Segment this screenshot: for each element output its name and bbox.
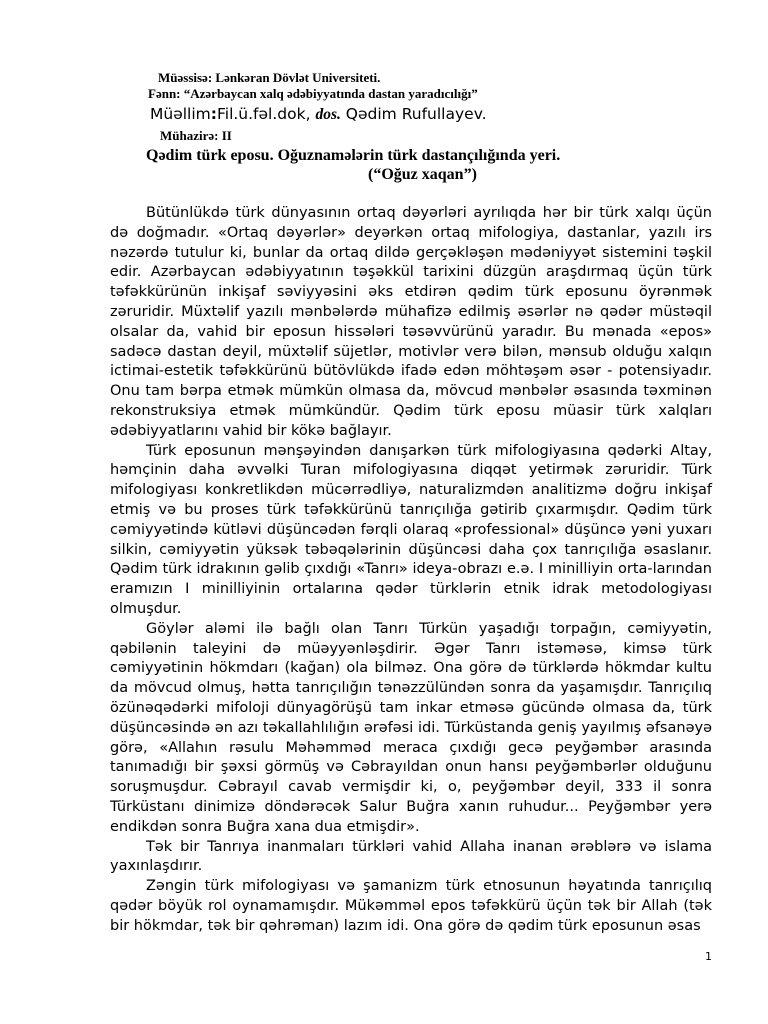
lecturer-title: dos.: [315, 106, 341, 123]
body-text: [110, 204, 712, 936]
institution-line: Müəssisə: Lənkəran Dövlət Universiteti.: [158, 70, 381, 85]
document-subtitle: (“Oğuz xaqan”): [368, 166, 477, 183]
paragraph-1: Bütünlükdə türk dünyasının ortaq dəyərləri ayrılıqda hər bir türk xalqı üçün də doğmadır. «Ortaq dəyərlər» deyərkən ortaq mifologiya, dastanlar, yazılı irs nəzərdə tutulur ki, bunlar da ortaq dildə gerçəkləşən mədəniyyət sistemini təşkil edir. Azərbaycan ədəbiyyatının təşəkkül tarixini düzgün araşdırmaq üçün türk təfəkkürünün inkişaf səviyyəsini əks etdirən qədim türk eposunu öyrənmək zəruridir. Müxtəlif yazılı mənbələrdə mühafizə edilmiş əsərlər nə qədər müstəqil olsalar da, vahid bir eposun hissələri təsəvvürünü yaradır. Bu mənada «epos» sadəcə dastan deyil, müxtəlif süjetlər, motivlər verə bilən, mənsub olduğu xalqın ictimai-estetik təfəkkürünü bütövlükdə ifadə edən möhtəşəm əsər - potensiyadır. Onu tam bərpa etmək mümkün olmasa da, mövcud mənbələr əsasında təxminən rekonstruksiya etmək mümkündür. Qədim türk eposu müasir türk xalqları ədəbiyyatlarını vahid bir kökə bağlayır.: [110, 205, 712, 439]
paragraph-5: Zəngin türk mifologiyası və şamanizm türk etnosunun həyatında tanrıçılıq qədər böyük rol oynamamışdır. Mükəmməl epos təfəkkürü üçün tək bir Allah (tək bir hökmdar, tək bir qəhrəman) lazım idi. Ona görə də qədim türk eposunun əsas: [110, 878, 712, 934]
paragraph-4: Tək bir Tanrıya inanmaları türkləri vahid Allaha inanan ərəblərə və islama yaxınlaşdırır.: [110, 838, 712, 875]
subject-line: Fənn: “Azərbaycan xalq ədəbiyyatında dastan yaradıcılığı”: [148, 86, 478, 101]
document-title: Qədim türk eposu. Oğuznamələrin türk dastançılığında yeri.: [146, 147, 561, 164]
paragraph-3: Göylər aləmi ilə bağlı olan Tanrı Türkün yaşadığı torpağın, cəmiyyətin, qəbilənin taleyini də müəyyənləşdirir. Əgər Tanrı istəməsə, kimsə türk cəmiyyətinin hökmdarı (kağan) ola bilməz. Ona görə də türklərdə hökmdar kultu da mövcud olmuş, hətta tanrıçılığın tənəzzülündən sonra da yaşamışdır. Tanrıçılıq özünəqədərki mifoloji dünyagörüşü tam inkar etməsə gücündə olmasa da, türk düşüncəsində ən azı təkallahlılığın ərəfəsi idi. Türküstanda geniş yayılmış əfsanəyə görə, «Allahın rəsulu Məhəmməd meraca çıxdığı gecə peyğəmbər arasında tanımadığı bir şəxsi görmüş və Cəbrayıldan onun hansı peyğəmbərlər olduğunu soruşmuşdur. Cəbrayıl cavab vermişdir ki, o, peyğəmbər deyil, 333 il sonra Türküstanı dinimizə döndərəcək Salur Buğra xanın ruhudur... Peyğəmbər yerə endikdən sonra Buğra xana dua etmişdir».: [110, 620, 712, 835]
lecturer-name: Qədim Rufullayev.: [340, 105, 487, 123]
page-number: 1: [705, 950, 712, 963]
lecturer-degree: Fil.ü.fəl.dok,: [216, 105, 316, 123]
lecturer-label: Müəllim: [150, 105, 211, 123]
paragraph-2: Türk eposunun mənşəyindən danışarkən türk mifologiyasına qədərki Altay, həmçinin daha əvvəlki Turan mifologiyasına diqqət yetirmək zəruridir. Türk mifologiyası konkretlikdən mücərrədliyə, naturalizmdən analitizmə doğru inkişaf etmiş və bu proses türk təfəkkürünü tanrıçılığa gətirib çıxarmışdır. Qədim türk cəmiyyətində kütləvi düşüncədən fərqli olaraq «professional» düşüncə yəni yuxarı silkin, cəmiyyətin yüksək təbəqələrinin düşüncəsi daha çox tanrıçılığa əsaslanır. Qədim türk idrakının gəlib çıxdığı «Tanrı» ideya-obrazı e.ə. I minilliyin orta-larından eramızın I minilliyinin ortalarına qədər türklərin etnik idrak metodologiyası olmuşdur.: [110, 442, 712, 617]
lecturer-line: [150, 104, 487, 125]
lecture-number: Mühazirə: II: [160, 128, 232, 143]
lecturer-separator: :: [210, 105, 217, 123]
